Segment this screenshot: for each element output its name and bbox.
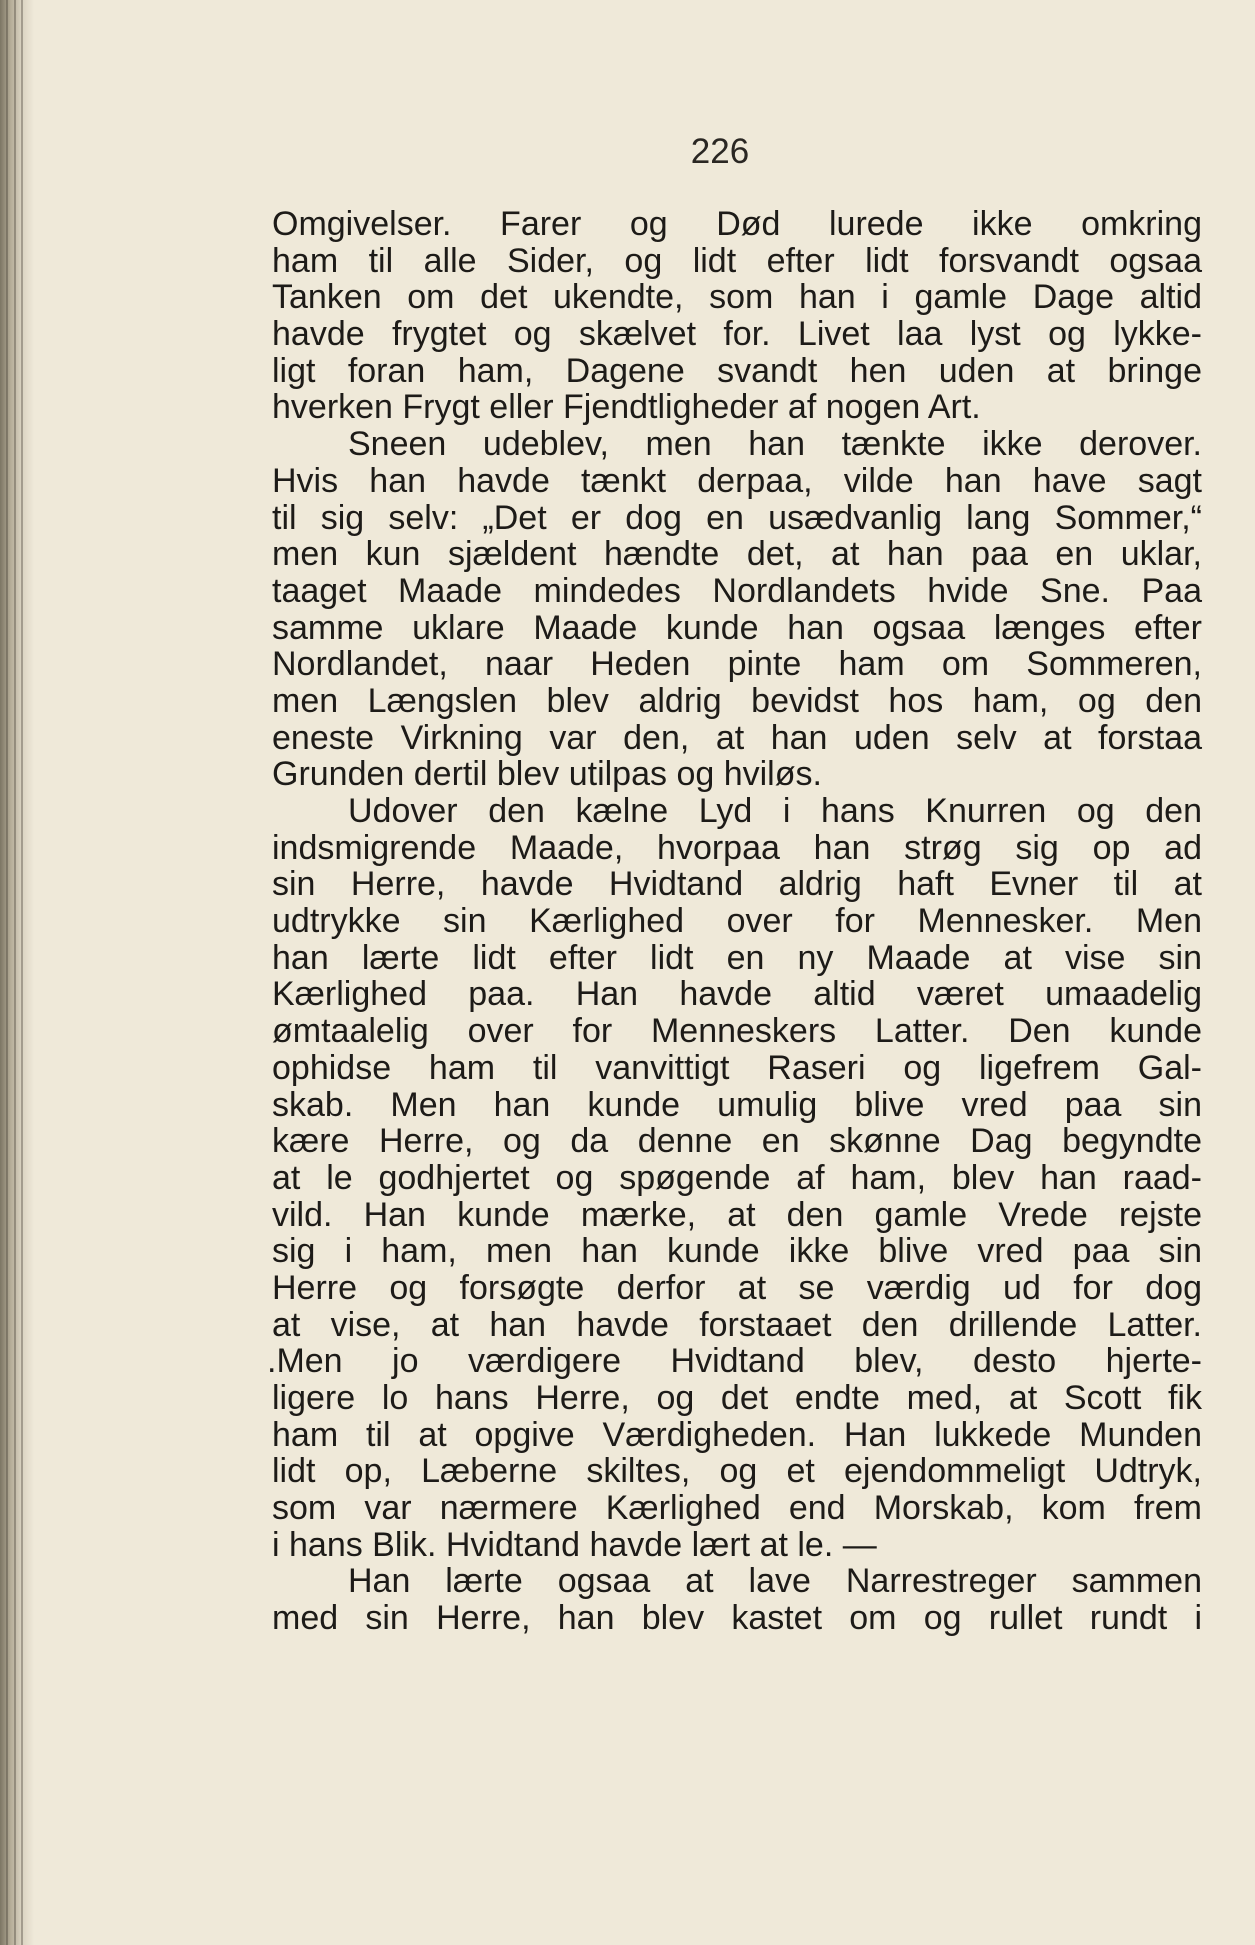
text-line: han lærte lidt efter lidt en ny Maade at vise sin: [272, 938, 1202, 977]
text-line: kære Herre, og da denne en skønne Dag begyndte: [272, 1122, 1202, 1161]
text-line: Grunden dertil blev utilpas og hviløs.: [272, 755, 822, 794]
text-line: men Længslen blev aldrig bevidst hos ham, og den: [272, 681, 1202, 720]
text-line: .Men jo værdigere Hvidtand blev, desto hjerte-: [267, 1342, 1202, 1381]
text-line: Nordlandet, naar Heden pinte ham om Sommeren,: [272, 645, 1202, 684]
text-line: sig i ham, men han kunde ikke blive vred paa sin: [272, 1232, 1202, 1271]
text-line: Kærlighed paa. Han havde altid været umaadelig: [272, 975, 1202, 1014]
text-line: til sig selv: „Det er dog en usædvanlig lang Sommer,“: [272, 498, 1202, 537]
text-line: ham til alle Sider, og lidt efter lidt forsvandt ogsaa: [272, 241, 1202, 280]
text-line: men kun sjældent hændte det, at han paa en uklar,: [272, 535, 1202, 574]
text-line: Omgivelser. Farer og Død lurede ikke omkring: [272, 205, 1202, 243]
text-line: havde frygtet og skælvet for. Livet laa lyst og lykke-: [272, 315, 1202, 354]
text-line: Udover den kælne Lyd i hans Knurren og den: [348, 792, 1202, 830]
text-line: eneste Virkning var den, at han uden selv at forstaa: [272, 718, 1202, 757]
text-line: samme uklare Maade kunde han ogsaa længes efter: [272, 608, 1202, 647]
text-line: ligt foran ham, Dagene svandt hen uden at bringe: [272, 351, 1202, 390]
text-line: ophidse ham til vanvittigt Raseri og ligefrem Gal-: [272, 1048, 1202, 1087]
book-spine-shadow: [0, 0, 34, 1945]
text-line: Han lærte ogsaa at lave Narrestreger sammen: [348, 1562, 1202, 1601]
text-line: sin Herre, havde Hvidtand aldrig haft Evner til at: [272, 865, 1202, 904]
text-line: ligere lo hans Herre, og det endte med, at Scott fik: [272, 1379, 1202, 1417]
text-line: som var nærmere Kærlighed end Morskab, kom frem: [272, 1489, 1202, 1528]
text-line: at vise, at han havde forstaaet den drillende Latter.: [272, 1305, 1202, 1344]
text-line: Hvis han havde tænkt derpaa, vilde han have sagt: [272, 461, 1202, 500]
text-line: i hans Blik. Hvidtand havde lært at le. —: [272, 1525, 877, 1564]
page-number: 226: [690, 132, 750, 171]
text-line: skab. Men han kunde umulig blive vred paa sin: [272, 1085, 1202, 1124]
text-line: ømtaalelig over for Menneskers Latter. Den kunde: [272, 1012, 1202, 1051]
text-line: ham til at opgive Værdigheden. Han lukkede Munden: [272, 1415, 1202, 1454]
text-line: hverken Frygt eller Fjendtligheder af nogen Art.: [272, 388, 981, 427]
body-text: [267, 205, 1202, 1638]
text-line: Herre og forsøgte derfor at se værdig ud for dog: [272, 1268, 1202, 1307]
text-line: at le godhjertet og spøgende af ham, blev han raad-: [272, 1158, 1202, 1197]
text-line: taaget Maade mindedes Nordlandets hvide Sne. Paa: [272, 571, 1202, 610]
text-line: indsmigrende Maade, hvorpaa han strøg sig op ad: [272, 828, 1202, 867]
text-line: med sin Herre, han blev kastet om og rullet rundt i: [272, 1599, 1202, 1638]
text-line: lidt op, Læberne skiltes, og et ejendommeligt Udtryk,: [272, 1452, 1202, 1491]
text-line: udtrykke sin Kærlighed over for Mennesker. Men: [272, 902, 1202, 941]
text-line: vild. Han kunde mærke, at den gamle Vrede rejste: [272, 1195, 1202, 1234]
text-line: Sneen udeblev, men han tænkte ikke derover.: [348, 425, 1202, 464]
text-line: Tanken om det ukendte, som han i gamle Dage altid: [272, 278, 1202, 317]
